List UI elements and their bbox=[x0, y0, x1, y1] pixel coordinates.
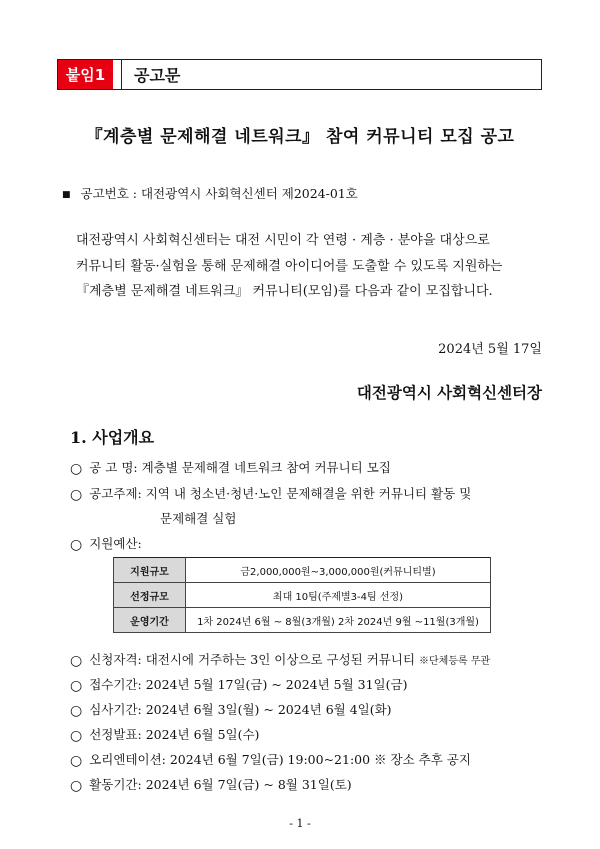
square-bullet-icon: ■ bbox=[62, 190, 71, 200]
item-note: ※단체등록 무관 bbox=[419, 656, 491, 667]
circle-bullet-icon: ○ bbox=[70, 778, 83, 794]
intro-line: 대전광역시 사회혁신센터는 대전 시민이 각 연령 · 계층 · 분야을 대상으로 bbox=[76, 233, 490, 248]
circle-bullet-icon: ○ bbox=[70, 753, 83, 769]
list-item bbox=[70, 484, 471, 503]
table-cell: 최대 10팀(주제별3-4팀 선정) bbox=[186, 583, 491, 608]
notice-date: 2024년 5월 17일 bbox=[438, 342, 542, 357]
circle-bullet-icon: ○ bbox=[70, 487, 83, 503]
circle-bullet-icon: ○ bbox=[70, 703, 83, 719]
table-cell: 금2,000,000원~3,000,000원(커뮤니티별) bbox=[186, 558, 491, 583]
item-text: 지원예산: bbox=[89, 536, 142, 551]
table-cell: 1차 2024년 6월 ~ 8월(3개월) 2차 2024년 9월 ~11월(3개월) bbox=[186, 608, 491, 633]
table-row bbox=[114, 608, 491, 633]
table-header-cell: 운영기간 bbox=[114, 608, 186, 633]
item-text: 선정발표: 2024년 6월 5일(수) bbox=[89, 727, 260, 742]
signer: 대전광역시 사회혁신센터장 bbox=[356, 383, 542, 402]
list-item bbox=[70, 675, 407, 694]
intro-paragraph bbox=[76, 228, 550, 305]
page-title: 『계층별 문제해결 네트워크』 참여 커뮤니티 모집 공고 bbox=[85, 127, 515, 147]
section-heading: 1. 사업개요 bbox=[70, 428, 155, 447]
item-text: 신청자격: 대전시에 거주하는 3인 이상으로 구성된 커뮤니티 bbox=[89, 652, 419, 667]
header-divider bbox=[113, 60, 122, 89]
attachment-header bbox=[57, 59, 542, 90]
intro-line: 커뮤니티 활동·실험을 통해 문제해결 아이디어를 도출할 수 있도록 지원하는 bbox=[76, 258, 503, 274]
list-item bbox=[70, 725, 259, 744]
notice-number-text: 공고번호 : 대전광역시 사회혁신센터 제2024-01호 bbox=[80, 186, 358, 201]
list-item bbox=[70, 650, 490, 669]
item-text: 활동기간: 2024년 6월 7일(금) ~ 8월 31일(토) bbox=[89, 777, 352, 792]
item-text: 공 고 명: 계층별 문제해결 네트워크 참여 커뮤니티 모집 bbox=[89, 460, 391, 475]
table-header-cell: 선정규모 bbox=[114, 583, 186, 608]
list-item bbox=[70, 750, 471, 769]
table-row bbox=[114, 558, 491, 583]
intro-line: 『계층별 문제해결 네트워크』 커뮤니티(모임)를 다음과 같이 모집합니다. bbox=[76, 284, 493, 299]
list-item bbox=[70, 534, 142, 553]
circle-bullet-icon: ○ bbox=[70, 537, 83, 553]
item-text: 접수기간: 2024년 5월 17일(금) ~ 2024년 5월 31일(금) bbox=[89, 677, 408, 692]
item-text: 오리엔테이션: 2024년 6월 7일(금) 19:00~21:00 ※ 장소 추후 공지 bbox=[89, 752, 471, 767]
header-title: 공고문 bbox=[134, 66, 181, 85]
circle-bullet-icon: ○ bbox=[70, 678, 83, 694]
attachment-label: 붙임1 bbox=[58, 60, 113, 89]
item-continuation: 문제해결 실험 bbox=[160, 511, 237, 526]
list-item bbox=[70, 458, 391, 477]
list-item bbox=[70, 775, 352, 794]
table-header-cell: 지원규모 bbox=[114, 558, 186, 583]
item-text: 공고주제: 지역 내 청소년·청년·노인 문제해결을 위한 커뮤니티 활동 및 bbox=[89, 486, 472, 501]
page-number: - 1 - bbox=[289, 817, 311, 830]
notice-number bbox=[62, 184, 358, 202]
circle-bullet-icon: ○ bbox=[70, 728, 83, 744]
list-item bbox=[70, 700, 392, 719]
item-text: 심사기간: 2024년 6월 3일(월) ~ 2024년 6월 4일(화) bbox=[89, 702, 392, 717]
budget-table bbox=[113, 557, 491, 633]
circle-bullet-icon: ○ bbox=[70, 461, 83, 477]
circle-bullet-icon: ○ bbox=[70, 653, 83, 669]
table-row bbox=[114, 583, 491, 608]
